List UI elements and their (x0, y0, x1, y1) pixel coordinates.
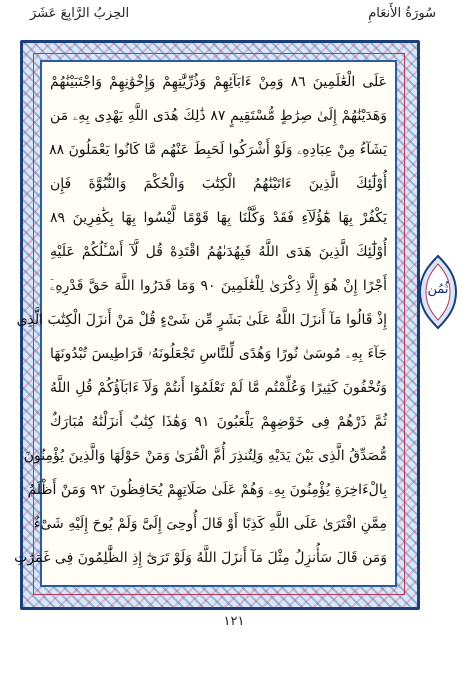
text-line: مُّصَدِّقُ الَّذِى بَيْنَ يَدَيْهِ وَلِتُنذِرَ أُمَّ الْقُرَىٰ وَمَنْ حَوْلَهَا وَالَّذِينَ يُؤْمِنُونَ (23, 448, 387, 464)
text-line: يَشَآءُ مِنْ عِبَادِهِۦ وَلَوْ أَشْرَكُوا لَحَبِطَ عَنْهُم مَّا كَانُوا يَعْمَلُونَ ٨٨ (49, 142, 387, 158)
text-line: عَلَى الْعَٰلَمِينَ ٨٦ وَمِنْ ءَابَآئِهِمْ وَذُرِّيَّٰتِهِمْ وَإِخْوَٰنِهِمْ وَاجْتَبَيْنَٰهُمْ (50, 74, 388, 90)
surah-title: سُورَةُ الأَنعَامِ (368, 6, 436, 21)
text-line: إِذْ قَالُوا مَآ أَنزَلَ اللَّهُ عَلَىٰ بَشَرٍ مِّن شَىْءٍ قُلْ مَنْ أَنزَلَ الْكِتَٰبَ الَّذِى (16, 312, 387, 328)
hizb-title: الحِزبُ الرَّابِعَ عَشَرَ (30, 6, 130, 21)
text-line: وَتُخْفُونَ كَثِيرًا وَعُلِّمْتُم مَّا لَمْ تَعْلَمُوٓا أَنتُمْ وَلَآ ءَابَآؤُكُمْ قُلِ اللَّهُ (50, 380, 387, 396)
text-line: ثُمَّ ذَرْهُمْ فِى خَوْضِهِمْ يَلْعَبُونَ ٩١ وَهَٰذَا كِتَٰبٌ أَنزَلْنَٰهُ مُبَارَكٌ (50, 414, 387, 430)
text-line: أُوْلَٰٓئِكَ الَّذِينَ هَدَى اللَّهُ فَبِهُدَىٰهُمُ اقْتَدِهْ قُل لَّآ أَسْـَٔلُكُمْ عَلَيْهِ (50, 244, 387, 260)
text-line: أُوْلَٰٓئِكَ الَّذِينَ ءَاتَيْنَٰهُمُ الْكِتَٰبَ وَالْحُكْمَ وَالنُّبُوَّةَ فَإِن (50, 176, 387, 192)
text-line: مِمَّنِ افْتَرَىٰ عَلَى اللَّهِ كَذِبًا أَوْ قَالَ أُوحِىَ إِلَىَّ وَلَمْ يُوحَ إِلَيْهِ شَىْءٌ (33, 516, 387, 532)
thumun-marker-label: ثُمُن (427, 282, 449, 297)
text-line: وَمَن قَالَ سَأُنزِلُ مِثْلَ مَآ أَنزَلَ اللَّهُ وَلَوْ تَرَىٰٓ إِذِ الظَّٰلِمُونَ فِى غَمَرَٰتِ (14, 550, 387, 566)
text-line: بِالْءَاخِرَةِ يُؤْمِنُونَ بِهِۦ وَهُمْ عَلَىٰ صَلَاتِهِمْ يُحَافِظُونَ ٩٢ وَمَنْ أَظْلَمُ (27, 482, 387, 498)
text-line: جَآءَ بِهِۦ مُوسَىٰ نُورًا وَهُدًى لِّلنَّاسِ تَجْعَلُونَهُۥ قَرَاطِيسَ تُبْدُونَهَا (50, 346, 387, 362)
text-line: أَجْرًا إِنْ هُوَ إِلَّا ذِكْرَىٰ لِلْعَٰلَمِينَ ٩٠ وَمَا قَدَرُوا اللَّهَ حَقَّ قَدْرِهِۦٓ (50, 278, 387, 294)
page-number: ١٢١ (223, 614, 245, 629)
text-line: وَهَدَيْنَٰهُمْ إِلَىٰ صِرَٰطٍ مُّسْتَقِيمٍ ٨٧ ذَٰلِكَ هُدَى اللَّهِ يَهْدِى بِهِۦ مَن (50, 108, 388, 124)
text-line: يَكْفُرْ بِهَا هَٰٓؤُلَآءِ فَقَدْ وَكَّلْنَا بِهَا قَوْمًا لَّيْسُوا بِهَا بِكَٰفِرِينَ ٨٩ (50, 210, 387, 226)
page-text (14, 60, 397, 587)
